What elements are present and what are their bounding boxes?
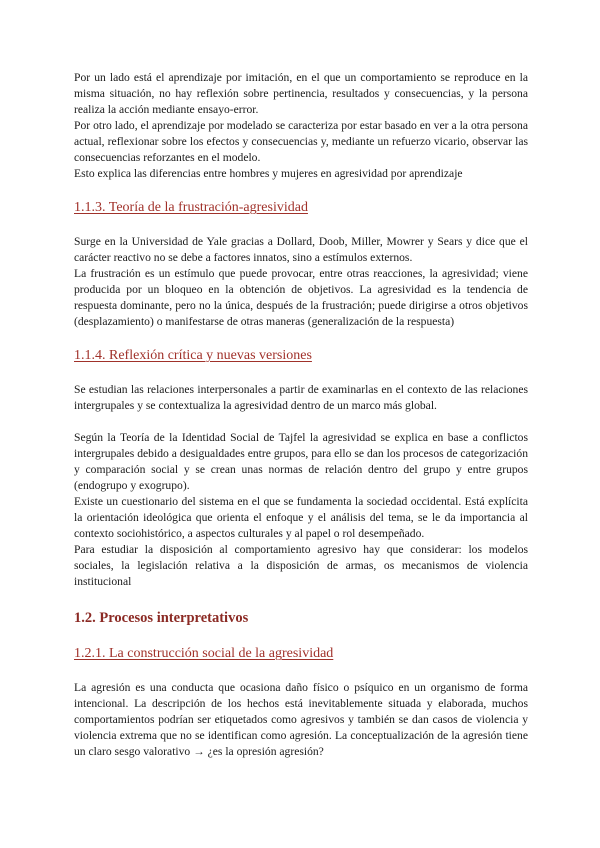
paragraph: Esto explica las diferencias entre hombres y mujeres en agresividad por aprendizaje: [74, 167, 463, 180]
paragraph: Por un lado está el aprendizaje por imitación, en el que un comportamiento se reproduce en la misma situación, no hay reflexión sobre pertinencia, resultados y consecuencias, y la persona realiza la acción mediante ensayo-error.: [74, 71, 528, 116]
section-heading-1-1-3: 1.1.3. Teoría de la frustración-agresividad: [74, 200, 308, 215]
paragraph: La agresión es una conducta que ocasiona daño físico o psíquico en un organismo de forma intencional. La descripción de los hechos está inevitablemente situada y elaborada, muchos comportamientos podrían ser etiquetados como agresivos y también se dan casos de violencia y violencia extrema que no se identifican como agresión. La conceptualización de la agresión tiene un claro sesgo valorativo → ¿es la opresión agresión?: [74, 681, 528, 758]
paragraph: Surge en la Universidad de Yale gracias a Dollard, Doob, Miller, Mowrer y Sears y dice que el carácter reactivo no se debe a factores innatos, sino a estímulos externos.: [74, 235, 528, 264]
section-heading-1-2: 1.2. Procesos interpretativos: [74, 610, 249, 626]
paragraph: Para estudiar la disposición al comportamiento agresivo hay que considerar: los modelos sociales, la legislación relativa a la disposición de armas, os mecanismos de violencia institucional: [74, 543, 528, 588]
paragraph: Por otro lado, el aprendizaje por modelado se caracteriza por estar basado en ver a la otra persona actual, reflexionar sobre los efectos y consecuencias y, mediante un refuerzo vicario, observar las consecuencias reforzantes en el modelo.: [74, 119, 528, 164]
paragraph: Existe un cuestionario del sistema en el que se fundamenta la sociedad occidental. Está explícita la orientación ideológica que orienta el enfoque y el análisis del tema, se le da importancia al contexto sociohistórico, a aspectos culturales y al papel o rol desempeñado.: [74, 495, 528, 540]
section-heading-1-1-4: 1.1.4. Reflexión crítica y nuevas versiones: [74, 348, 312, 363]
paragraph: La frustración es un estímulo que puede provocar, entre otras reacciones, la agresividad; viene producida por un bloqueo en la obtención de objetivos. La agresividad es la tendencia de respuesta dominante, pero no la única, después de la frustración; puede dirigirse a otros objetivos (desplazamiento) o manifestarse de otras maneras (generalización de la respuesta): [74, 267, 528, 328]
document-body: [74, 70, 528, 760]
paragraph: Se estudian las relaciones interpersonales a partir de examinarlas en el contexto de las relaciones intergrupales y se contextualiza la agresividad dentro de un marco más global.: [74, 383, 528, 412]
section-heading-1-2-1: 1.2.1. La construcción social de la agresividad: [74, 646, 334, 661]
paragraph: Según la Teoría de la Identidad Social de Tajfel la agresividad se explica en base a conflictos intergrupales debido a desigualdades entre grupos, para ello se dan los procesos de categorización y comparación social y se crean unas normas de relación dentro del grupo y entre grupos (endogrupo y exogrupo).: [74, 431, 528, 492]
